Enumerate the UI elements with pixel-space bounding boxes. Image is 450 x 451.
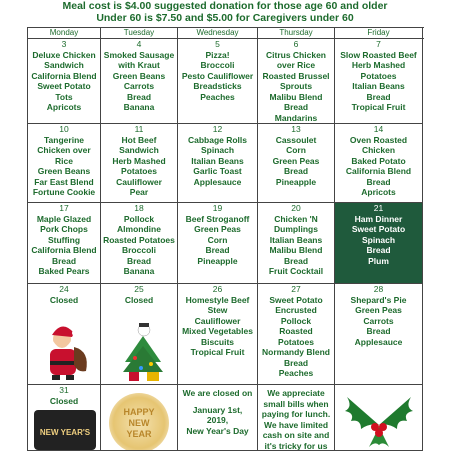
menu-item: Rice (28, 156, 100, 167)
menu-item: Homestyle Beef (178, 295, 257, 306)
menu-item: Chicken (335, 145, 422, 156)
day-number: 25 (101, 284, 177, 295)
day-number: 13 (258, 124, 334, 135)
day-cell (178, 284, 258, 385)
page-header (0, 0, 450, 26)
menu-item: Slow Roasted Beef (335, 50, 422, 61)
menu-item: Italian Beans (258, 235, 334, 246)
menu-item: Plum (335, 256, 422, 267)
menu-item: Pollock Almondine (101, 214, 177, 235)
day-cell (258, 124, 335, 203)
day-number: 20 (258, 203, 334, 214)
menu-item: Carrots (335, 316, 422, 327)
menu-item: Apricots (335, 187, 422, 198)
notice-line: small bills when (258, 399, 334, 410)
menu-item: Herb Mashed (335, 60, 422, 71)
menu-item: Tropical Fruit (178, 347, 257, 358)
hny-text: NEW (109, 418, 169, 429)
menu-item: Roasted Potatoes (101, 235, 177, 246)
day-cell (101, 124, 178, 203)
menu-item: Herb Mashed (101, 156, 177, 167)
menu-item: Bread (258, 256, 334, 267)
day-number: 10 (28, 124, 100, 135)
menu-item: Banana (101, 266, 177, 277)
menu-item: Broccoli (101, 245, 177, 256)
menu-item: Sweet Potato (28, 81, 100, 92)
menu-item: Pollock (258, 316, 334, 327)
notice-line: We have limited (258, 420, 334, 431)
menu-item: Pizza! (178, 50, 257, 61)
menu-item: Potatoes (335, 71, 422, 82)
weekday-wednesday: Wednesday (178, 28, 258, 39)
day-cell (178, 124, 258, 203)
day-cell (101, 39, 178, 124)
day-cell (28, 203, 101, 284)
menu-item: Malibu Blend (258, 245, 334, 256)
menu-item: Italian Beans (335, 81, 422, 92)
menu-item: Chicken over (28, 145, 100, 156)
menu-item: Corn (258, 145, 334, 156)
menu-item: Tropical Fruit (335, 102, 422, 113)
meal-cost-line: Meal cost is $4.00 suggested donation for those age 60 and older (0, 0, 450, 12)
menu-item: Fruit Cocktail (258, 266, 334, 277)
menu-item: Encrusted (258, 305, 334, 316)
menu-item: Bread (178, 245, 257, 256)
day-cell (258, 203, 335, 284)
holly-icon (339, 387, 419, 447)
new-years-clock-icon (34, 410, 96, 450)
menu-item: Oven Roasted (335, 135, 422, 146)
menu-item: Maple Glazed (28, 214, 100, 225)
day-number: 28 (335, 284, 422, 295)
menu-item: Bread (101, 92, 177, 103)
menu-item: Sweet Potato (335, 224, 422, 235)
day-number: 18 (101, 203, 177, 214)
menu-item: over Rice (258, 60, 334, 71)
notice-line: paying for lunch. (258, 409, 334, 420)
menu-item: Ham Dinner (335, 214, 422, 225)
menu-item: Green Beans (28, 166, 100, 177)
notice-line: We appreciate (258, 388, 334, 399)
weekday-friday: Friday (335, 28, 423, 39)
day-number: 26 (178, 284, 257, 295)
notice-line: New Year's Day (178, 426, 257, 437)
menu-item: Shepard's Pie (335, 295, 422, 306)
menu-item: Mixed Vegetables (178, 326, 257, 337)
menu-item: Closed (28, 295, 100, 306)
day-number: 5 (178, 39, 257, 50)
day-cell (178, 385, 258, 451)
menu-item: Cauliflower (101, 177, 177, 188)
day-cell (178, 203, 258, 284)
menu-item: Sprouts (258, 81, 334, 92)
menu-item: Potatoes (101, 166, 177, 177)
menu-item: Spinach (178, 145, 257, 156)
menu-item: Malibu Blend (258, 92, 334, 103)
menu-item: Chicken 'N (258, 214, 334, 225)
menu-item: Stew (178, 305, 257, 316)
menu-item: Pineapple (178, 256, 257, 267)
menu-item: Smoked Sausage (101, 50, 177, 61)
day-cell (101, 203, 178, 284)
day-cell (258, 284, 335, 385)
day-cell (101, 385, 178, 451)
day-number: 24 (28, 284, 100, 295)
menu-item: Roasted Brussel (258, 71, 334, 82)
day-cell (28, 284, 101, 385)
menu-item: Corn (178, 235, 257, 246)
menu-item: Peaches (258, 368, 334, 379)
menu-item: Pesto Cauliflower (178, 71, 257, 82)
notice-line: cash on site and (258, 430, 334, 441)
menu-item: Sweet Potato (258, 295, 334, 306)
menu-item: Bread (101, 256, 177, 267)
menu-item: Green Peas (258, 156, 334, 167)
menu-item: Baked Pears (28, 266, 100, 277)
day-number: 7 (335, 39, 422, 50)
menu-item: Deluxe Chicken (28, 50, 100, 61)
menu-item: Pear (101, 187, 177, 198)
day-cell (28, 39, 101, 124)
menu-item: Bread (335, 177, 422, 188)
menu-item: Roasted (258, 326, 334, 337)
menu-item: Breadsticks (178, 81, 257, 92)
menu-item: Cassoulet (258, 135, 334, 146)
menu-item: California Blend (28, 71, 100, 82)
menu-item: Spinach (335, 235, 422, 246)
menu-item: Bread (28, 256, 100, 267)
snowman-tree-icon (121, 322, 166, 382)
weekday-monday: Monday (28, 28, 101, 39)
menu-item: Far East Blend (28, 177, 100, 188)
menu-item: Cabbage Rolls (178, 135, 257, 146)
menu-item: California Blend (335, 166, 422, 177)
day-number: 6 (258, 39, 334, 50)
menu-item: Bread (335, 92, 422, 103)
day-cell (335, 284, 423, 385)
santa-icon (38, 321, 93, 381)
menu-item: Mandarins (258, 113, 334, 124)
menu-item: Green Peas (335, 305, 422, 316)
menu-item: Tangerine (28, 135, 100, 146)
day-cell (335, 385, 423, 451)
day-number: 31 (28, 385, 100, 396)
menu-item: Sandwich (28, 60, 100, 71)
menu-item: California Blend (28, 245, 100, 256)
day-cell (335, 124, 423, 203)
hny-text: YEAR (109, 429, 169, 440)
menu-item: Closed (28, 396, 100, 407)
notice-line: 2019, (178, 415, 257, 426)
menu-item: Bread (335, 326, 422, 337)
day-cell (335, 203, 423, 284)
day-cell (28, 124, 101, 203)
menu-item: Dumplings (258, 224, 334, 235)
day-number: 19 (178, 203, 257, 214)
menu-item: Apricots (28, 102, 100, 113)
menu-item: Fortune Cookie (28, 187, 100, 198)
day-cell (101, 284, 178, 385)
menu-item: Green Beans (101, 71, 177, 82)
menu-item: Bread (335, 245, 422, 256)
menu-item: Garlic Toast (178, 166, 257, 177)
menu-item: Pork Chops (28, 224, 100, 235)
menu-item: Carrots (101, 81, 177, 92)
menu-item: Sandwich (101, 145, 177, 156)
menu-item: Stuffing (28, 235, 100, 246)
happy-new-year-icon (109, 393, 169, 451)
day-number: 4 (101, 39, 177, 50)
weekday-thursday: Thursday (258, 28, 335, 39)
menu-item: Applesauce (335, 337, 422, 348)
menu-item: Bread (258, 166, 334, 177)
day-cell (335, 39, 423, 124)
menu-item: Broccoli (178, 60, 257, 71)
day-cell (258, 385, 335, 451)
menu-item: Tots (28, 92, 100, 103)
menu-item: Applesauce (178, 177, 257, 188)
menu-item: Biscuits (178, 337, 257, 348)
weekday-tuesday: Tuesday (101, 28, 178, 39)
menu-item: Banana (101, 102, 177, 113)
meal-cost-under60-line: Under 60 is $7.50 and $5.00 for Caregivers under 60 (0, 12, 450, 24)
menu-item: Green Peas (178, 224, 257, 235)
day-number: 17 (28, 203, 100, 214)
hny-text: HAPPY (109, 407, 169, 418)
day-cell (28, 385, 101, 451)
day-number: 21 (335, 203, 422, 214)
notice-line: We are closed on (178, 388, 257, 399)
menu-item: Pineapple (258, 177, 334, 188)
menu-item: Normandy Blend (258, 347, 334, 358)
day-number: 27 (258, 284, 334, 295)
notice-line: it's tricky for us (258, 441, 334, 451)
menu-item: Citrus Chicken (258, 50, 334, 61)
menu-item: Italian Beans (178, 156, 257, 167)
day-number: 3 (28, 39, 100, 50)
day-number: 14 (335, 124, 422, 135)
day-cell (178, 39, 258, 124)
day-cell (258, 39, 335, 124)
menu-item: Potatoes (258, 337, 334, 348)
menu-item: Bread (258, 102, 334, 113)
day-number: 12 (178, 124, 257, 135)
menu-item: Cauliflower (178, 316, 257, 327)
menu-item: Baked Potato (335, 156, 422, 167)
menu-calendar (27, 27, 424, 451)
clock-text: NEW YEAR'S (34, 410, 96, 439)
notice-line: January 1st, (178, 405, 257, 416)
menu-item: Peaches (178, 92, 257, 103)
menu-item: Closed (101, 295, 177, 306)
day-number: 11 (101, 124, 177, 135)
menu-item: Beef Stroganoff (178, 214, 257, 225)
menu-item: Hot Beef (101, 135, 177, 146)
menu-item: Bread (258, 358, 334, 369)
menu-item: with Kraut (101, 60, 177, 71)
